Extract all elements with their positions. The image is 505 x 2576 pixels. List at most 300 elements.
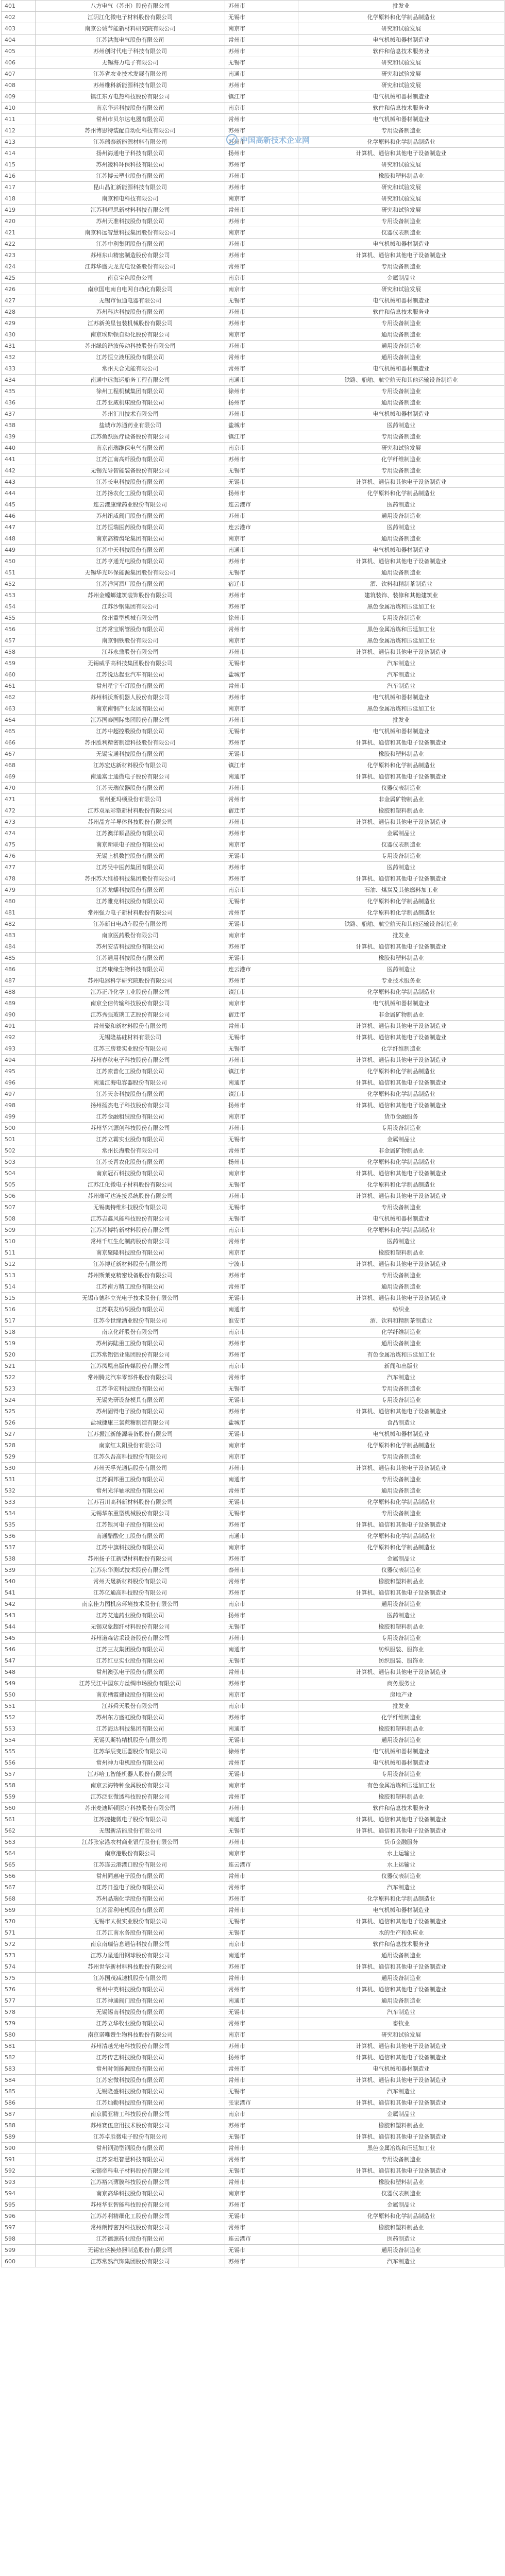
table-row xyxy=(2,182,504,193)
city: 苏州市 xyxy=(225,941,298,953)
table-row xyxy=(2,1474,504,1485)
row-number: 541 xyxy=(2,1587,36,1599)
city: 常州市 xyxy=(225,1236,298,1247)
city: 苏州市 xyxy=(225,454,298,465)
city: 无锡市 xyxy=(225,726,298,737)
industry: 汽车制造业 xyxy=(298,2007,504,2018)
city: 无锡市 xyxy=(225,57,298,69)
city: 连云港市 xyxy=(225,2233,298,2245)
city: 盐城市 xyxy=(225,1417,298,1429)
table-row xyxy=(2,1032,504,1043)
company-name: 常州亚玛顿股份有限公司 xyxy=(36,794,225,805)
industry: 通用设备制造业 xyxy=(298,397,504,409)
city: 苏州市 xyxy=(225,409,298,420)
table-row xyxy=(2,522,504,533)
table-row xyxy=(2,771,504,783)
row-number: 571 xyxy=(2,1927,36,1939)
row-number: 536 xyxy=(2,1531,36,1542)
company-name: 江苏德源药业股份有限公司 xyxy=(36,2233,225,2245)
company-name: 苏州安洁科技股份有限公司 xyxy=(36,941,225,953)
company-name: 江苏日盈电子股份有限公司 xyxy=(36,1882,225,1893)
company-name: 江苏恒立液压股份有限公司 xyxy=(36,352,225,363)
row-number: 474 xyxy=(2,828,36,839)
row-number: 500 xyxy=(2,1123,36,1134)
industry: 通用设备制造业 xyxy=(298,352,504,363)
industry: 计算机、通信和其他电子设备制造业 xyxy=(298,771,504,783)
company-name: 江苏联发纺织股份有限公司 xyxy=(36,1304,225,1315)
industry: 通用设备制造业 xyxy=(298,1995,504,2007)
company-name: 江苏洋河酒厂股份有限公司 xyxy=(36,579,225,590)
city: 苏州市 xyxy=(225,171,298,182)
row-number: 575 xyxy=(2,1973,36,1984)
industry: 研究和试验发展 xyxy=(298,159,504,171)
row-number: 455 xyxy=(2,613,36,624)
city: 南京市 xyxy=(225,284,298,295)
table-row xyxy=(2,1655,504,1667)
city: 南通市 xyxy=(225,69,298,80)
row-number: 591 xyxy=(2,2154,36,2165)
industry: 专用设备制造业 xyxy=(298,1451,504,1463)
table-row xyxy=(2,1633,504,1644)
company-name: 苏州世华新材料科技股份有限公司 xyxy=(36,1961,225,1973)
city: 苏州市 xyxy=(225,1123,298,1134)
table-row xyxy=(2,2029,504,2041)
industry: 仪器仪表制造业 xyxy=(298,783,504,794)
table-row xyxy=(2,692,504,703)
row-number: 407 xyxy=(2,69,36,80)
table-row xyxy=(2,1678,504,1689)
company-name: 江苏恒瑞医药股份有限公司 xyxy=(36,522,225,533)
company-name: 南通江海电容器股份有限公司 xyxy=(36,1077,225,1089)
city: 扬州市 xyxy=(225,1100,298,1111)
table-row xyxy=(2,817,504,828)
table-row xyxy=(2,386,504,397)
industry: 纺织业 xyxy=(298,1304,504,1315)
city: 无锡市 xyxy=(225,1621,298,1633)
industry: 计算机、通信和其他电子设备制造业 xyxy=(298,1077,504,1089)
industry: 食品制造业 xyxy=(298,1417,504,1429)
industry: 橡胶和塑料制品业 xyxy=(298,1576,504,1587)
company-name: 江苏长青农化股份有限公司 xyxy=(36,1157,225,1168)
city: 苏州市 xyxy=(225,1587,298,1599)
table-row xyxy=(2,1939,504,1950)
city: 无锡市 xyxy=(225,2007,298,2018)
company-name: 江苏中天科技股份有限公司 xyxy=(36,545,225,556)
table-row xyxy=(2,873,504,885)
industry: 酒、饮料和精制茶制造业 xyxy=(298,579,504,590)
city: 苏州市 xyxy=(225,1678,298,1689)
city: 无锡市 xyxy=(225,1134,298,1145)
table-row xyxy=(2,1508,504,1519)
industry: 研究和试验发展 xyxy=(298,193,504,205)
industry: 研究和试验发展 xyxy=(298,205,504,216)
industry: 电气机械和器材制造业 xyxy=(298,409,504,420)
table-row xyxy=(2,375,504,386)
city: 常州市 xyxy=(225,2018,298,2029)
row-number: 593 xyxy=(2,2177,36,2188)
industry: 电气机械和器材制造业 xyxy=(298,363,504,375)
company-name: 苏州华亚智能科技股份有限公司 xyxy=(36,2199,225,2211)
table-row xyxy=(2,1202,504,1213)
table-row xyxy=(2,1712,504,1723)
table-row xyxy=(2,930,504,941)
industry: 黑色金属冶炼和压延加工业 xyxy=(298,624,504,635)
company-name: 江苏吉鑫风能科技股份有限公司 xyxy=(36,1213,225,1225)
industry: 仪器仪表制造业 xyxy=(298,1565,504,1576)
table-row xyxy=(2,1701,504,1712)
industry: 电气机械和器材制造业 xyxy=(298,295,504,307)
table-row xyxy=(2,1984,504,1995)
table-row xyxy=(2,1168,504,1179)
row-number: 522 xyxy=(2,1372,36,1383)
company-name: 八方电气（苏州）股份有限公司 xyxy=(36,1,225,12)
city: 南通市 xyxy=(225,1474,298,1485)
city: 南京市 xyxy=(225,103,298,114)
row-number: 554 xyxy=(2,1735,36,1746)
city: 苏州市 xyxy=(225,590,298,601)
table-row xyxy=(2,2131,504,2143)
city: 常州市 xyxy=(225,1485,298,1497)
industry: 研究和试验发展 xyxy=(298,2029,504,2041)
company-name: 苏州凌科环保科技有限公司 xyxy=(36,159,225,171)
industry: 医药制造业 xyxy=(298,522,504,533)
table-row xyxy=(2,12,504,23)
industry: 计算机、通信和其他电子设备制造业 xyxy=(298,941,504,953)
industry: 化学原料和化学制品制造业 xyxy=(298,1542,504,1553)
industry: 化学原料和化学制品制造业 xyxy=(298,760,504,771)
table-row xyxy=(2,1735,504,1746)
industry: 仪器仪表制造业 xyxy=(298,227,504,239)
table-row xyxy=(2,760,504,771)
table-row xyxy=(2,658,504,669)
row-number: 424 xyxy=(2,261,36,273)
company-name: 江苏永鼎股份有限公司 xyxy=(36,647,225,658)
row-number: 565 xyxy=(2,1859,36,1871)
industry: 专用设备制造业 xyxy=(298,125,504,137)
table-row xyxy=(2,1383,504,1395)
table-row xyxy=(2,1803,504,1814)
city: 南京市 xyxy=(225,533,298,545)
city: 苏州市 xyxy=(225,1837,298,1848)
table-row xyxy=(2,239,504,250)
table-row xyxy=(2,1905,504,1916)
table-row xyxy=(2,35,504,46)
company-name: 江苏苏博特新材料股份有限公司 xyxy=(36,1225,225,1236)
company-name: 苏州道森钻采设备股份有限公司 xyxy=(36,1633,225,1644)
row-number: 425 xyxy=(2,273,36,284)
industry: 化学原料和化学制品制造业 xyxy=(298,488,504,499)
table-row xyxy=(2,1145,504,1157)
industry: 非金属矿物制品业 xyxy=(298,1145,504,1157)
row-number: 570 xyxy=(2,1916,36,1927)
city: 常州市 xyxy=(225,352,298,363)
industry: 计算机、通信和其他电子设备制造业 xyxy=(298,250,504,261)
industry: 通用设备制造业 xyxy=(298,1599,504,1610)
table-row xyxy=(2,1225,504,1236)
industry: 汽车制造业 xyxy=(298,1372,504,1383)
company-name: 扬州扬杰电子科技股份有限公司 xyxy=(36,1100,225,1111)
city: 南京市 xyxy=(225,839,298,851)
industry: 铁路、船舶、航空航天和其他运输设备制造业 xyxy=(298,919,504,930)
company-name: 江苏双星彩塑新材料股份有限公司 xyxy=(36,805,225,817)
company-name: 无锡上机数控股份有限公司 xyxy=(36,851,225,862)
company-name: 苏州科达科技股份有限公司 xyxy=(36,307,225,318)
row-number: 431 xyxy=(2,341,36,352)
industry: 化学原料和化学制品制造业 xyxy=(298,1225,504,1236)
table-row xyxy=(2,1961,504,1973)
table-row xyxy=(2,885,504,896)
table-row xyxy=(2,2245,504,2256)
company-name: 苏州维科新能源科技有限公司 xyxy=(36,80,225,91)
city: 连云港市 xyxy=(225,522,298,533)
table-row xyxy=(2,1848,504,1859)
industry: 通用设备制造业 xyxy=(298,1950,504,1961)
table-row xyxy=(2,1372,504,1383)
company-name: 无锡先研设备模具有限公司 xyxy=(36,1395,225,1406)
industry: 石油、煤炭及其他燃料加工业 xyxy=(298,885,504,896)
company-name: 江苏中旗科技股份有限公司 xyxy=(36,1542,225,1553)
row-number: 542 xyxy=(2,1599,36,1610)
row-number: 440 xyxy=(2,443,36,454)
table-row xyxy=(2,284,504,295)
row-number: 563 xyxy=(2,1837,36,1848)
table-row xyxy=(2,953,504,964)
table-row xyxy=(2,352,504,363)
company-name: 无锡新洁能股份有限公司 xyxy=(36,1825,225,1837)
table-row xyxy=(2,409,504,420)
city: 苏州市 xyxy=(225,1803,298,1814)
city: 南京市 xyxy=(225,329,298,341)
row-number: 443 xyxy=(2,477,36,488)
row-number: 402 xyxy=(2,12,36,23)
row-number: 498 xyxy=(2,1100,36,1111)
industry: 计算机、通信和其他电子设备制造业 xyxy=(298,1021,504,1032)
city: 南京市 xyxy=(225,1780,298,1791)
row-number: 507 xyxy=(2,1202,36,1213)
city: 徐州市 xyxy=(225,1746,298,1757)
industry: 仪器仪表制造业 xyxy=(298,839,504,851)
industry: 电气机械和器材制造业 xyxy=(298,1213,504,1225)
industry: 纺织服装、服饰业 xyxy=(298,1655,504,1667)
company-name: 江苏传艺科技股份有限公司 xyxy=(36,2052,225,2063)
company-name: 江苏常铝铝业集团股份有限公司 xyxy=(36,1349,225,1361)
industry: 化学原料和化学制品制造业 xyxy=(298,907,504,919)
company-name: 江苏华辰变压器股份有限公司 xyxy=(36,1746,225,1757)
city: 宁波市 xyxy=(225,1259,298,1270)
city: 苏州市 xyxy=(225,1519,298,1531)
row-number: 572 xyxy=(2,1939,36,1950)
industry: 化学原料和化学制品制造业 xyxy=(298,12,504,23)
table-row xyxy=(2,1,504,12)
row-number: 526 xyxy=(2,1417,36,1429)
industry: 水上运输业 xyxy=(298,1859,504,1871)
row-number: 501 xyxy=(2,1134,36,1145)
industry: 橡胶和塑料制品业 xyxy=(298,2177,504,2188)
company-roster-table xyxy=(1,0,504,2267)
city: 无锡市 xyxy=(225,1916,298,1927)
table-row xyxy=(2,533,504,545)
city: 苏州市 xyxy=(225,737,298,749)
industry: 批发业 xyxy=(298,1,504,12)
city: 镇江市 xyxy=(225,91,298,103)
table-row xyxy=(2,1406,504,1417)
table-row xyxy=(2,465,504,477)
table-row xyxy=(2,1497,504,1508)
row-number: 557 xyxy=(2,1769,36,1780)
table-row xyxy=(2,1463,504,1474)
row-number: 494 xyxy=(2,1055,36,1066)
row-number: 452 xyxy=(2,579,36,590)
city: 南京市 xyxy=(225,1225,298,1236)
city: 无锡市 xyxy=(225,1202,298,1213)
row-number: 463 xyxy=(2,703,36,715)
table-row xyxy=(2,941,504,953)
table-row xyxy=(2,1349,504,1361)
table-row xyxy=(2,57,504,69)
row-number: 417 xyxy=(2,182,36,193)
city: 无锡市 xyxy=(225,1032,298,1043)
industry: 研究和试验发展 xyxy=(298,23,504,35)
table-row xyxy=(2,2041,504,2052)
city: 苏州市 xyxy=(225,2256,298,2267)
company-name: 江苏通用科技股份有限公司 xyxy=(36,953,225,964)
row-number: 410 xyxy=(2,103,36,114)
table-row xyxy=(2,1395,504,1406)
industry: 橡胶和塑料制品业 xyxy=(298,1723,504,1735)
table-row xyxy=(2,1599,504,1610)
city: 宿迁市 xyxy=(225,579,298,590)
city: 徐州市 xyxy=(225,386,298,397)
table-row xyxy=(2,1361,504,1372)
company-name: 江苏亨通光电股份有限公司 xyxy=(36,556,225,567)
table-row xyxy=(2,1315,504,1327)
table-row xyxy=(2,1089,504,1100)
company-name: 无锡威孚高科技集团股份有限公司 xyxy=(36,658,225,669)
company-name: 江苏久吾高科技股份有限公司 xyxy=(36,1451,225,1463)
city: 无锡市 xyxy=(225,1429,298,1440)
table-row xyxy=(2,2199,504,2211)
company-name: 江苏捷捷微电子股份有限公司 xyxy=(36,1814,225,1825)
row-number: 429 xyxy=(2,318,36,329)
row-number: 401 xyxy=(2,1,36,12)
company-name: 江苏雅克科技股份有限公司 xyxy=(36,896,225,907)
company-name: 江苏宏达新材料股份有限公司 xyxy=(36,760,225,771)
city: 南京市 xyxy=(225,930,298,941)
company-name: 常州光洋轴承股份有限公司 xyxy=(36,1485,225,1497)
city: 常州市 xyxy=(225,205,298,216)
row-number: 576 xyxy=(2,1984,36,1995)
table-row xyxy=(2,1587,504,1599)
table-row xyxy=(2,103,504,114)
table-row xyxy=(2,1111,504,1123)
company-name: 苏州创时代电子科技有限公司 xyxy=(36,46,225,57)
company-name: 江苏灿勤科技股份有限公司 xyxy=(36,2097,225,2109)
row-number: 496 xyxy=(2,1077,36,1089)
table-row xyxy=(2,431,504,443)
industry: 计算机、通信和其他电子设备制造业 xyxy=(298,1814,504,1825)
row-number: 515 xyxy=(2,1293,36,1304)
city: 南通市 xyxy=(225,771,298,783)
table-row xyxy=(2,839,504,851)
table-row xyxy=(2,919,504,930)
industry: 橡胶和塑料制品业 xyxy=(298,953,504,964)
city: 无锡市 xyxy=(225,2131,298,2143)
row-number: 534 xyxy=(2,1508,36,1519)
industry: 货币金融服务 xyxy=(298,1837,504,1848)
row-number: 482 xyxy=(2,919,36,930)
industry: 化学原料和化学制品制造业 xyxy=(298,1157,504,1168)
row-number: 560 xyxy=(2,1803,36,1814)
table-row xyxy=(2,1995,504,2007)
row-number: 456 xyxy=(2,624,36,635)
city: 苏州市 xyxy=(225,125,298,137)
table-row xyxy=(2,159,504,171)
city: 南京市 xyxy=(225,1440,298,1451)
industry: 金属制品业 xyxy=(298,2199,504,2211)
city: 苏州市 xyxy=(225,1349,298,1361)
industry: 汽车制造业 xyxy=(298,658,504,669)
company-name: 江苏振江新能源装备股份有限公司 xyxy=(36,1429,225,1440)
company-name: 苏州春秋电子科技股份有限公司 xyxy=(36,1055,225,1066)
city: 张家港市 xyxy=(225,2097,298,2109)
company-name: 南京国电南自电网自动化有限公司 xyxy=(36,284,225,295)
city: 常州市 xyxy=(225,794,298,805)
row-number: 434 xyxy=(2,375,36,386)
company-name: 江苏华盛天龙光电设备股份有限公司 xyxy=(36,261,225,273)
company-name: 江苏裕兴薄膜科技股份有限公司 xyxy=(36,2177,225,2188)
city: 镇江市 xyxy=(225,987,298,998)
industry: 化学纤维制造业 xyxy=(298,1712,504,1723)
company-name: 苏州瑞可达连接系统股份有限公司 xyxy=(36,1191,225,1202)
city: 南通市 xyxy=(225,1950,298,1961)
row-number: 415 xyxy=(2,159,36,171)
row-number: 468 xyxy=(2,760,36,771)
company-name: 苏州扬子江新型材料股份有限公司 xyxy=(36,1553,225,1565)
row-number: 550 xyxy=(2,1689,36,1701)
city: 南通市 xyxy=(225,1995,298,2007)
company-name: 扬州海通电子科技有限公司 xyxy=(36,148,225,159)
city: 苏州市 xyxy=(225,1406,298,1417)
row-number: 569 xyxy=(2,1905,36,1916)
city: 苏州市 xyxy=(225,1712,298,1723)
company-name: 江苏今世缘酒业股份有限公司 xyxy=(36,1315,225,1327)
row-number: 433 xyxy=(2,363,36,375)
company-name: 苏州科沃斯机器人股份有限公司 xyxy=(36,692,225,703)
city: 南京市 xyxy=(225,1542,298,1553)
company-name: 江苏龙蟠科技股份有限公司 xyxy=(36,885,225,896)
company-name: 常州千红生化制药股份有限公司 xyxy=(36,1236,225,1247)
city: 扬州市 xyxy=(225,1610,298,1621)
company-name: 南京全信传输科技股份有限公司 xyxy=(36,998,225,1009)
company-name: 无锡贝斯特精机股份有限公司 xyxy=(36,1735,225,1746)
company-name: 江苏新美星包装机械股份有限公司 xyxy=(36,318,225,329)
table-row xyxy=(2,1621,504,1633)
city: 宿迁市 xyxy=(225,805,298,817)
industry: 电气机械和器材制造业 xyxy=(298,35,504,46)
company-name: 江苏海达科技集团有限公司 xyxy=(36,1723,225,1735)
table-row xyxy=(2,227,504,239)
industry: 计算机、通信和其他电子设备制造业 xyxy=(298,1916,504,1927)
table-row xyxy=(2,1950,504,1961)
row-number: 439 xyxy=(2,431,36,443)
city: 扬州市 xyxy=(225,148,298,159)
city: 南京市 xyxy=(225,1361,298,1372)
table-row xyxy=(2,1825,504,1837)
company-name: 苏州金螳螂建筑装饰股份有限公司 xyxy=(36,590,225,601)
table-row xyxy=(2,590,504,601)
table-row xyxy=(2,1043,504,1055)
table-row xyxy=(2,1066,504,1077)
